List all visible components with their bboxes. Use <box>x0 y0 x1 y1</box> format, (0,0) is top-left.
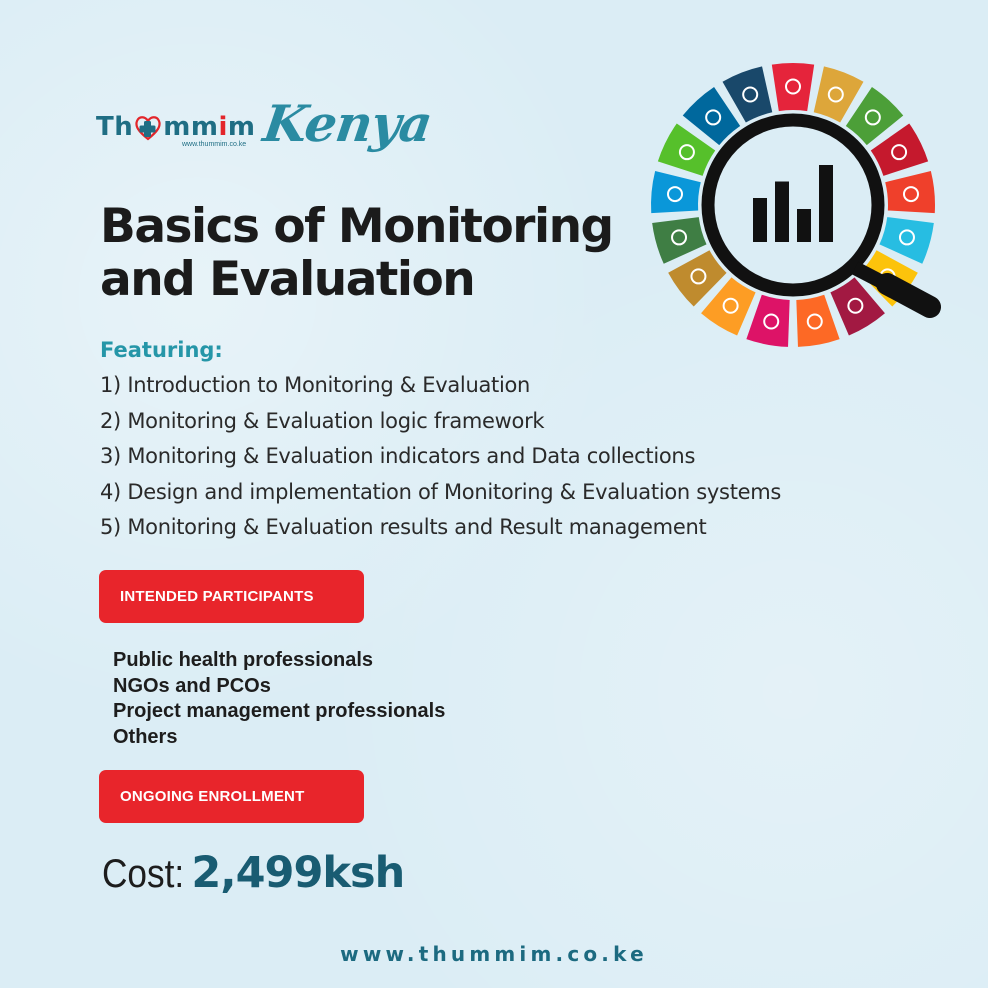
page-title <box>100 200 640 306</box>
cost-line <box>102 848 404 898</box>
feature-item: 3) Monitoring & Evaluation indicators and Data collections <box>100 444 696 468</box>
participant-item: NGOs and PCOs <box>113 674 271 697</box>
brand-name-part: Th <box>96 112 134 142</box>
participant-item: Project management professionals <box>113 700 446 722</box>
brand-name-part: mm <box>163 112 219 142</box>
participant-item: Others <box>113 725 178 748</box>
cost-label: Cost: <box>102 852 185 896</box>
cost-value: 2,499ksh <box>191 848 405 898</box>
brand-url: www.thummim.co.ke <box>182 141 247 148</box>
title-line-1: Basics of Monitoring <box>100 199 613 254</box>
brand-name-part: m <box>227 112 256 142</box>
footer-website-link[interactable]: www.thummim.co.ke <box>340 942 648 966</box>
brand-region: Kenya <box>259 94 436 153</box>
feature-item: 5) Monitoring & Evaluation results and Result management <box>100 515 707 539</box>
feature-item: 2) Monitoring & Evaluation logic framework <box>100 408 545 433</box>
ongoing-enrollment-badge: ONGOING ENROLLMENT <box>99 770 364 823</box>
thummim-kenya-logo <box>96 94 436 190</box>
heart-cross-icon <box>134 114 162 140</box>
feature-item: 1) Introduction to Monitoring & Evaluation <box>100 373 531 397</box>
features-list <box>100 368 781 546</box>
title-line-2: and Evaluation <box>100 252 475 307</box>
brand-wordmark <box>96 112 255 142</box>
participant-item: Public health professionals <box>113 649 374 671</box>
brand-name-part: i <box>218 112 228 142</box>
participants-list <box>113 648 445 750</box>
sdg-wheel-illustration <box>645 60 945 355</box>
featuring-heading: Featuring: <box>100 338 223 362</box>
intended-participants-badge: INTENDED PARTICIPANTS <box>99 570 364 623</box>
feature-item: 4) Design and implementation of Monitoring & Evaluation systems <box>100 479 782 504</box>
